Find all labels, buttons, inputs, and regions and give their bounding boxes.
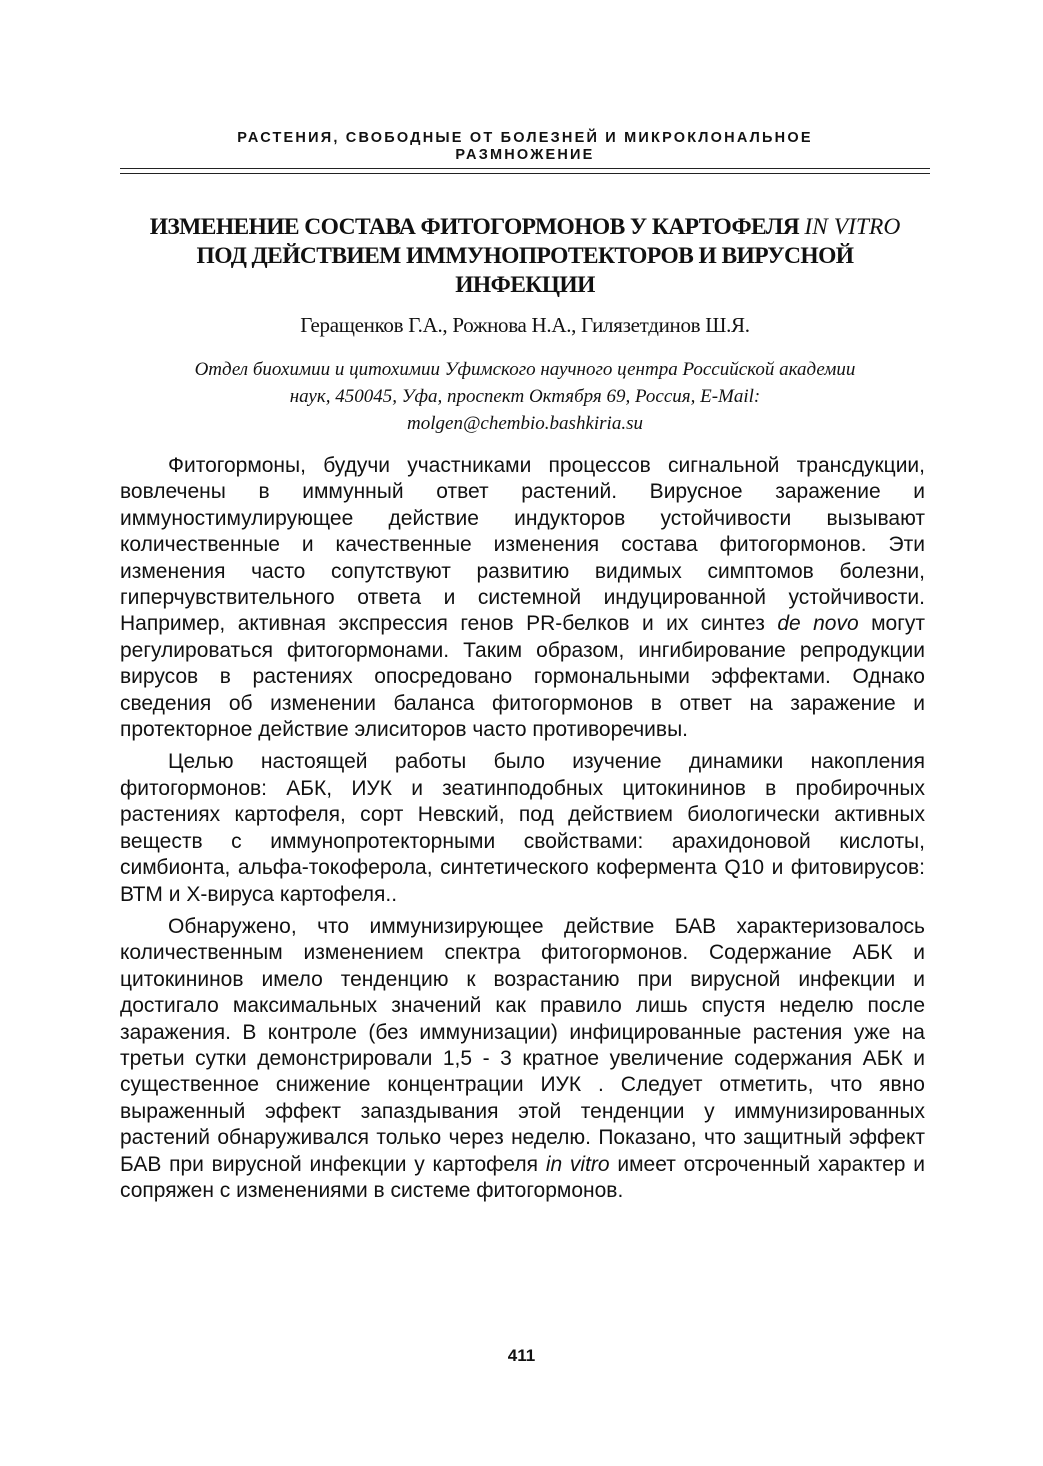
running-header-line-2: РАЗМНОЖЕНИЕ: [455, 147, 595, 163]
page-number: 411: [507, 1346, 536, 1365]
affiliation-line-2: наук, 450045, Уфа, проспект Октября 69, Россия, E-Mail:: [289, 386, 761, 407]
authors: Геращенков Г.А., Рожнова Н.А., Гилязетдинов Ш.Я.: [300, 313, 750, 337]
paragraph-3-italic: in vitro: [545, 1152, 610, 1176]
title-in-vitro: IN VITRO: [804, 214, 901, 240]
paragraph-3: [120, 914, 925, 1204]
paragraph-2: Целью настоящей работы было изучение динамики накопления фитогормонов: АБК, ИУК и зеатинподобных цитокининов в пробирочных растениях картофеля, сорт Невский, под действием биологически активных веществ с иммунопротекторными свойствами: арахидоновой кислоты, симбионта, альфа-токоферола, синтетического кофермента Q10 и фитовирусов: ВТМ и Х-вируса картофеля..: [120, 750, 925, 906]
title-line-1: [110, 213, 940, 242]
title-line-1-text: ИЗМЕНЕНИЕ СОСТАВА ФИТОГОРМОНОВ У КАРТОФЕЛЯ: [149, 214, 805, 240]
affiliation-email: molgen@chembio.bashkiria.su: [407, 413, 643, 434]
paragraph-1: [120, 453, 925, 743]
running-header: [120, 130, 930, 164]
running-header-line-1: РАСТЕНИЯ, СВОБОДНЫЕ ОТ БОЛЕЗНЕЙ И МИКРОКЛОНАЛЬНОЕ: [237, 130, 813, 146]
paragraph-1-part-b: могут регулироваться фитогормонами. Таким образом, ингибирование репродукции вирусов в растениях опосредовано гормональными эффектами. Однако сведения об изменении баланса фитогормонов в ответ на заражение и протекторное действие элиситоров часто противоречивы.: [120, 612, 925, 742]
title-line-3: ИНФЕКЦИИ: [455, 272, 595, 298]
affiliation-line-1: Отдел биохимии и цитохимии Уфимского научного центра Российской академии: [194, 359, 856, 380]
paragraph-1-italic: de novo: [777, 612, 859, 636]
title-line-2: ПОД ДЕЙСТВИЕМ ИММУНОПРОТЕКТОРОВ И ВИРУСНОЙ: [196, 243, 854, 269]
header-rule-thin: [120, 173, 930, 174]
header-rule-thick: [120, 168, 930, 169]
article-body: [120, 453, 925, 1210]
affiliation: [110, 356, 940, 437]
article-title: [110, 213, 940, 300]
paragraph-3-part-b: имеет отсроченный характер и сопряжен с изменениями в системе фитогормонов.: [120, 1152, 925, 1202]
paragraph-1-part-a: Фитогормоны, будучи участниками процессов сигнальной трансдукции, вовлечены в иммунный ответ растений. Вирусное заражение и иммуностимулирующее действие индукторов устойчивости вызывают количественные и качественные изменения состава фитогормонов. Эти изменения часто сопутствуют развитию видимых симптомов болезни, гиперчувствительного ответа и системной индуцированной устойчивости. Например, активная экспрессия генов PR-белков и их синтез: [120, 454, 925, 636]
paragraph-3-part-a: Обнаружено, что иммунизирующее действие БАВ характеризовалось количественным изменением спектра фитогормонов. Содержание АБК и цитокининов имело тенденцию к возрастанию при вирусной инфекции и достигало максимальных значений как правило лишь спустя неделю после заражения. В контроле (без иммунизации) инфицированные растения уже на третьи сутки демонстрировали 1,5 - 3 кратное увеличение содержания АБК и существенное снижение концентрации ИУК . Следует отметить, что явно выраженный эффект запаздывания этой тенденции у иммунизированных растений обнаруживался только через неделю. Показано, что защитный эффект БАВ при вирусной инфекции у картофеля: [120, 914, 925, 1176]
